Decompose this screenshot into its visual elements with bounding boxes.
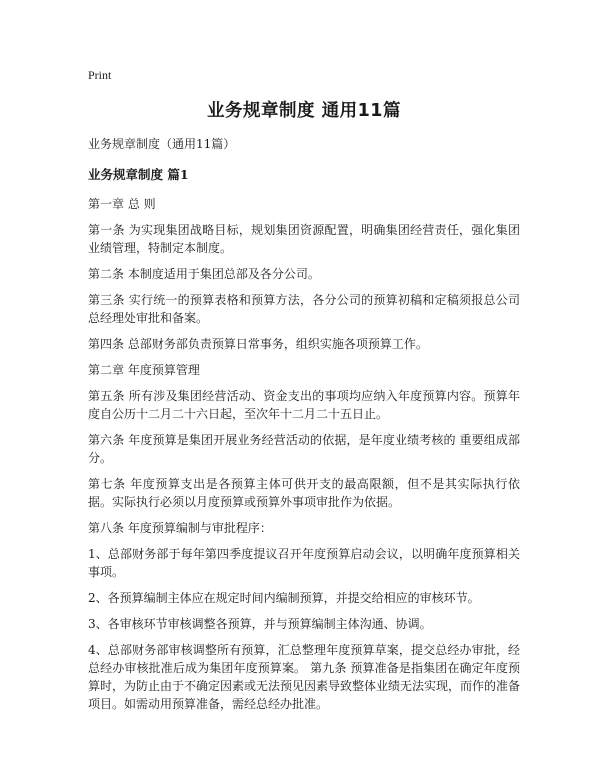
- list-item: 1、总部财务部于每年第四季度提议召开年度预算启动会议，以明确年度预算相关事项。: [88, 547, 520, 579]
- article-paragraph: 第一条 为实现集团战略目标，规划集团资源配置，明确集团经营责任，强化集团业绩管理，特制定本制度。: [88, 223, 520, 255]
- list-item: 2、各预算编制主体应在规定时间内编制预算，并提交给相应的审核环节。: [88, 591, 480, 605]
- list-item: 3、各审核环节审核调整各预算，并与预算编制主体沟通、协调。: [88, 617, 432, 631]
- article-paragraph: 第三条 实行统一的预算表格和预算方法，各分公司的预算初稿和定稿须报总公司总经理处审批和备案。: [88, 293, 520, 325]
- article-paragraph: 第五条 所有涉及集团经营活动、资金支出的事项均应纳入年度预算内容。预算年度自公历十二月二十六日起，至次年十二月二十五日止。: [88, 389, 520, 421]
- document-title: 业务规章制度 通用11篇: [207, 101, 401, 121]
- list-item: 4、总部财务部审核调整所有预算，汇总整理年度预算草案，提交总经办审批，经总经办审核批准后成为集团年度预算案。 第九条 预算准备是指集团在确定年度预算时，为防止由于不确定因素或无法预见因素导致整体业绩无法实现，而作的准备项目。如需动用预算准备，需经总经办批准。: [88, 643, 521, 711]
- article-paragraph: 第七条 年度预算支出是各预算主体可供开支的最高限额，但不是其实际执行依据。实际执行必须以月度预算或预算外事项审批作为依据。: [88, 477, 520, 509]
- article-paragraph: 第二条 本制度适用于集团总部及各分公司。: [88, 267, 320, 281]
- print-label: Print: [88, 68, 112, 82]
- chapter-heading: 第一章 总 则: [88, 197, 156, 211]
- article-paragraph: 第四条 总部财务部负责预算日常事务，组织实施各项预算工作。: [88, 337, 428, 351]
- article-paragraph: 第六条 年度预算是集团开展业务经营活动的依据，是年度业绩考核的 重要组成部分。: [88, 433, 520, 465]
- article-paragraph: 第八条 年度预算编制与审批程序：: [88, 521, 272, 535]
- document-page: [88, 68, 520, 721]
- section-heading: 业务规章制度 篇1: [88, 167, 189, 182]
- chapter-heading: 第二章 年度预算管理: [88, 363, 200, 377]
- document-subtitle: 业务规章制度（通用11篇）: [88, 137, 236, 151]
